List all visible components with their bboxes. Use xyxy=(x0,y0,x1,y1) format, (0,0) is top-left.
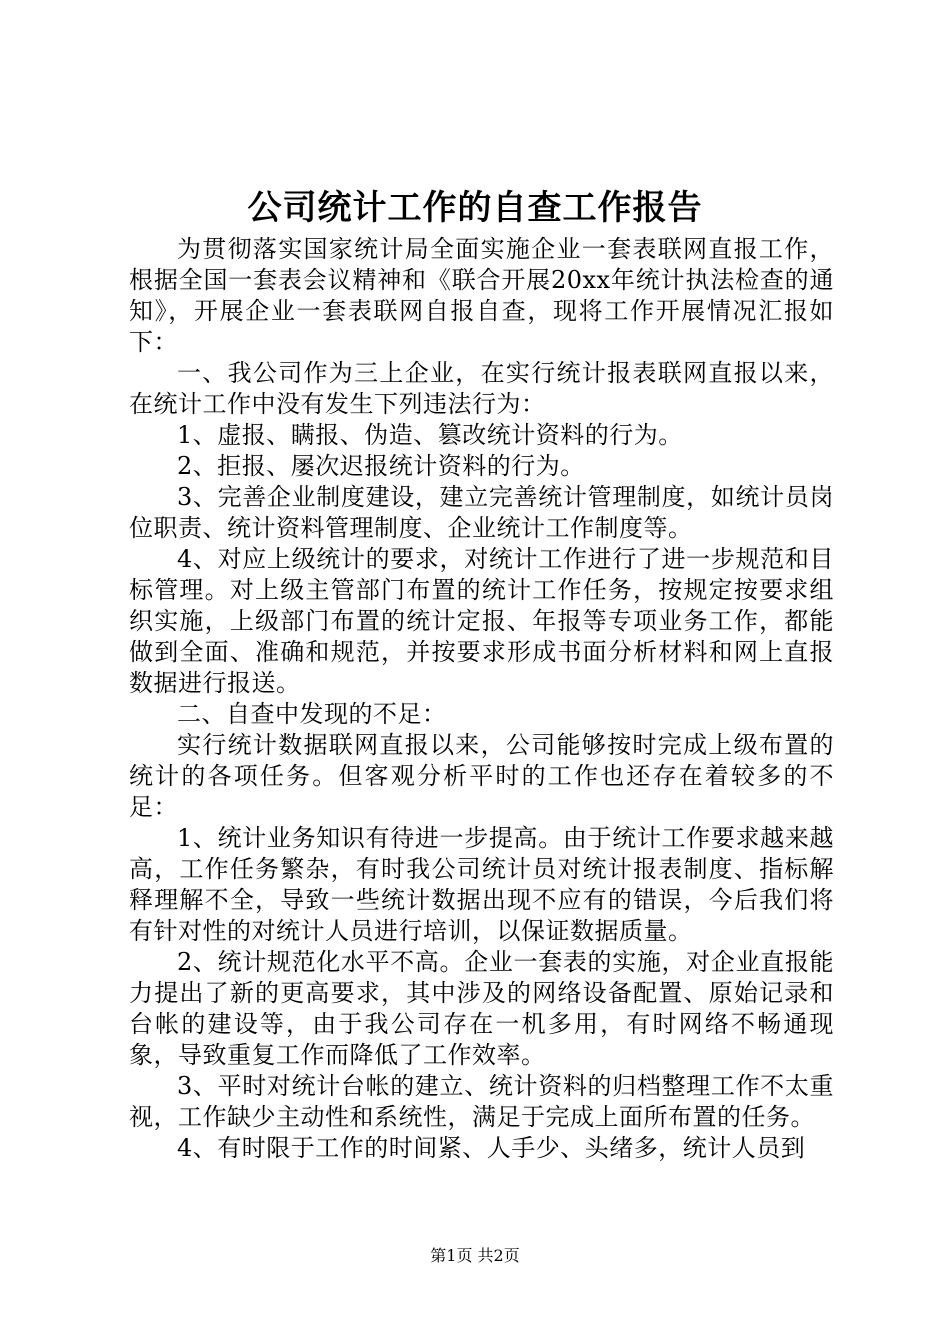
paragraph-item-4: 4、对应上级统计的要求，对统计工作进行了进一步规范和目标管理。对上级主管部门布置的统计工作任务，按规定按要求组织实施，上级部门布置的统计定报、年报等专项业务工作，都能做到全面、准确和规范，并按要求形成书面分析材料和网上直报数据进行报送。 xyxy=(129,545,834,697)
paragraph-section-2: 二、自查中发现的不足： xyxy=(177,700,447,728)
document-body xyxy=(129,234,834,1164)
paragraph-shortcoming-2: 2、统计规范化水平不高。企业一套表的实施，对企业直报能力提出了新的更高要求，其中涉及的网络设备配置、原始记录和台帐的建设等，由于我公司存在一机多用，有时网络不畅通现象，导致重复工作而降低了工作效率。 xyxy=(129,948,834,1069)
document-title: 公司统计工作的自查工作报告 xyxy=(247,188,703,228)
paragraph-shortcoming-1: 1、统计业务知识有待进一步提高。由于统计工作要求越来越高，工作任务繁杂，有时我公司统计员对统计报表制度、指标解释理解不全，导致一些统计数据出现不应有的错误，今后我们将有针对性的对统计人员进行培训，以保证数据质量。 xyxy=(129,824,834,945)
paragraph-item-2: 2、拒报、屡次迟报统计资料的行为。 xyxy=(177,452,585,480)
paragraph-intro: 为贯彻落实国家统计局全面实施企业一套表联网直报工作，根据全国一套表会议精神和《联合开展20xx年统计执法检查的通知》，开展企业一套表联网自报自查，现将工作开展情况汇报如下： xyxy=(129,235,834,356)
paragraph-section-1: 一、我公司作为三上企业，在实行统计报表联网直报以来，在统计工作中没有发生下列违法行为： xyxy=(129,359,834,418)
paragraph-shortcoming-4: 4、有时限于工作的时间紧、人手少、头绪多，统计人员到 xyxy=(177,1134,806,1162)
paragraph-item-1: 1、虚报、瞒报、伪造、篡改统计资料的行为。 xyxy=(177,421,683,449)
paragraph-item-3: 3、完善企业制度建设，建立完善统计管理制度，如统计员岗位职责、统计资料管理制度、企业统计工作制度等。 xyxy=(129,483,834,542)
paragraph-shortcoming-3: 3、平时对统计台帐的建立、统计资料的归档整理工作不太重视，工作缺少主动性和系统性，满足于完成上面所布置的任务。 xyxy=(129,1072,834,1131)
paragraph-summary: 实行统计数据联网直报以来，公司能够按时完成上级布置的统计的各项任务。但客观分析平时的工作也还存在着较多的不足： xyxy=(129,731,834,821)
page-number: 第1页 共2页 xyxy=(430,1246,520,1265)
